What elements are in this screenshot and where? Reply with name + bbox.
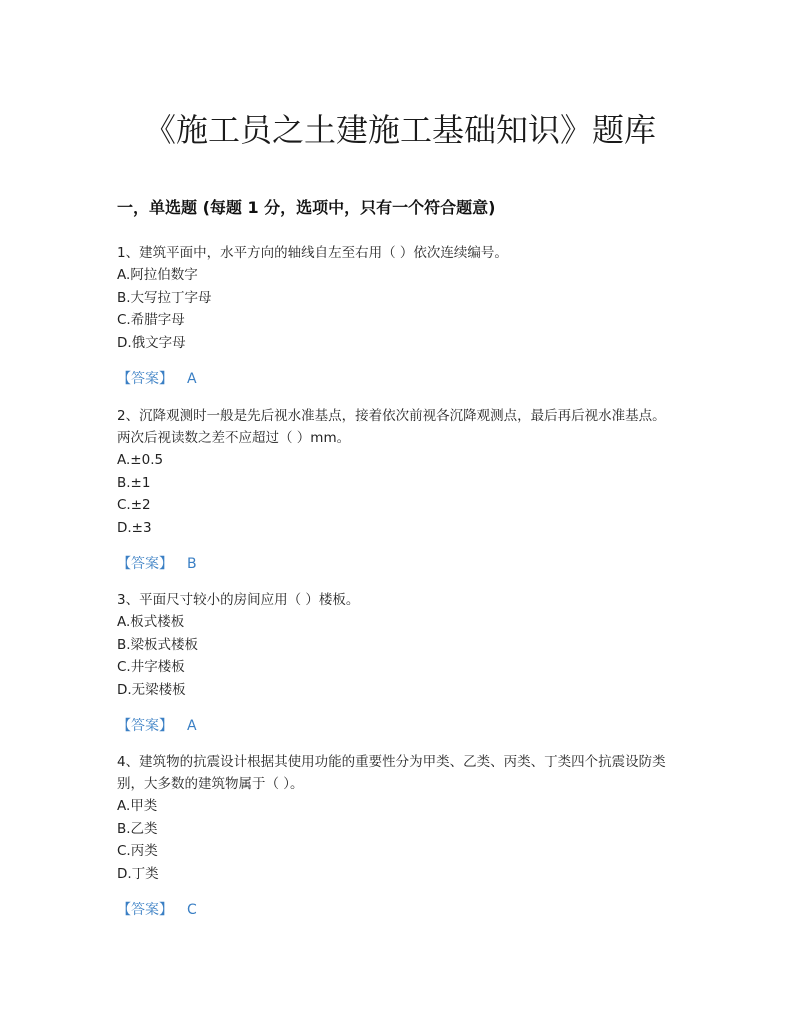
option-a: A.板式楼板 bbox=[117, 614, 185, 630]
question-stem: 1、建筑平面中，水平方向的轴线自左至右用（ ）依次连续编号。 bbox=[117, 245, 508, 261]
option-d: D.±3 bbox=[117, 519, 152, 536]
answer-value: A bbox=[187, 718, 197, 734]
option-a: A.±0.5 bbox=[117, 452, 164, 468]
option-a: A.甲类 bbox=[117, 798, 158, 814]
option-a: A.阿拉伯数字 bbox=[117, 267, 198, 283]
option-b: B.大写拉丁字母 bbox=[117, 289, 212, 306]
question-stem: 4、建筑物的抗震设计根据其使用功能的重要性分为甲类、乙类、丙类、丁类四个抗震设防类别，大多数的建筑物属于（ ）。 bbox=[117, 754, 666, 792]
answer-line bbox=[117, 899, 677, 921]
option-c: C.±2 bbox=[117, 497, 151, 513]
option-c: C.丙类 bbox=[117, 843, 158, 859]
question-1 bbox=[117, 242, 677, 390]
question-4 bbox=[117, 751, 677, 921]
document-title: 《施工员之土建施工基础知识》题库 bbox=[143, 111, 656, 149]
option-b: B.乙类 bbox=[117, 820, 158, 837]
option-c: C.井字楼板 bbox=[117, 659, 185, 675]
answer-label: 【答案】 bbox=[117, 902, 173, 918]
answer-value: B bbox=[187, 556, 197, 572]
question-stem: 3、平面尺寸较小的房间应用（ ）楼板。 bbox=[117, 592, 360, 608]
answer-label: 【答案】 bbox=[117, 556, 173, 572]
option-d: D.俄文字母 bbox=[117, 334, 186, 351]
section-heading: 一，单选题 (每题 1 分，选项中，只有一个符合题意) bbox=[117, 198, 496, 217]
answer-label: 【答案】 bbox=[117, 718, 173, 734]
option-c: C.希腊字母 bbox=[117, 312, 185, 328]
option-d: D.丁类 bbox=[117, 865, 159, 882]
question-stem: 2、沉降观测时一般是先后视水准基点，接着依次前视各沉降观测点，最后再后视水准基点。两次后视读数之差不应超过（ ）mm。 bbox=[117, 408, 666, 446]
question-2 bbox=[117, 405, 677, 575]
answer-line bbox=[117, 553, 677, 575]
answer-line bbox=[117, 368, 677, 390]
answer-value: C bbox=[187, 902, 197, 918]
option-b: B.±1 bbox=[117, 474, 151, 491]
answer-line bbox=[117, 715, 677, 737]
answer-value: A bbox=[187, 371, 197, 387]
question-3 bbox=[117, 589, 677, 737]
option-b: B.梁板式楼板 bbox=[117, 636, 199, 653]
answer-label: 【答案】 bbox=[117, 371, 173, 387]
option-d: D.无梁楼板 bbox=[117, 681, 186, 698]
